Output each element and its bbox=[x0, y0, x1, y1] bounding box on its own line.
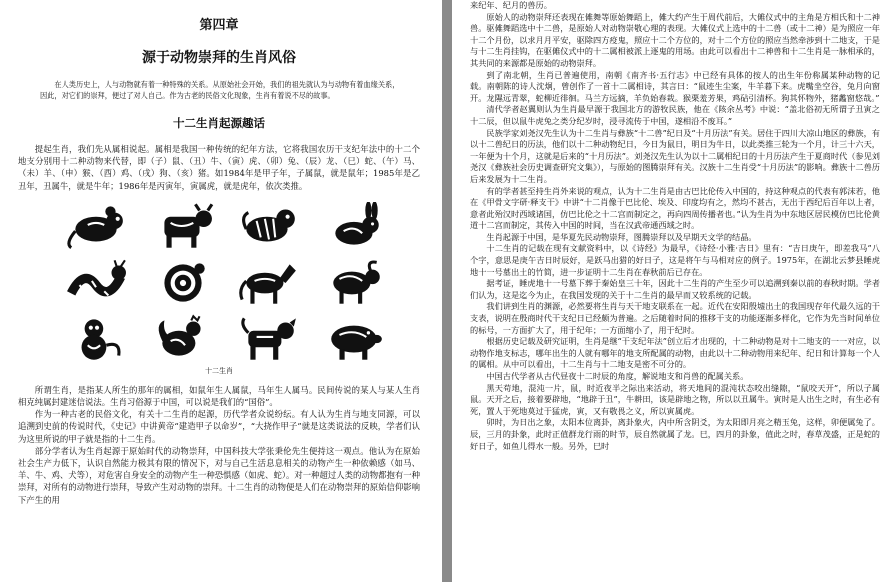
horse-icon bbox=[231, 258, 308, 306]
monkey-icon bbox=[58, 314, 135, 362]
chapter-title: 源于动物崇拜的生肖风俗 bbox=[142, 50, 296, 66]
paragraph-zodiac-definition: 所谓生肖，是指某人所生的那年的属相，如鼠年生人属鼠，马年生人属马。民间传说的某人与某人生肖相克纯属封建迷信说法。生肖习俗源于中国，可以说是我们的“国俗”。 bbox=[18, 384, 420, 408]
snake-icon bbox=[145, 258, 222, 306]
rat-icon bbox=[58, 202, 135, 250]
paragraph-rat-ox-tiger: 黑天苟地，混沌一片，鼠，时近夜半之际出来活动，将天地间的混沌状态咬出缝隙，“鼠咬天开”，所以子属鼠。天开之后，接着要辟地，“地辟于丑”，牛耕田，该是辟地之物，所以以丑属牛。寅时是人出生之时，有生必有死，置人于死地莫过于猛虎，寅，又有敬畏之义，所以寅属虎。 bbox=[470, 382, 880, 416]
paragraph-historical-records: 根据历史记载及研究证明，生肖是继“干支纪年法”创立后才出现的，十二种动物是对十二地支的一一对应，以动物作地支标志，哪年出生的人就有哪年的地支所配属的动物，由此以十二种动物用来纪年、纪日和计算每一个人的属相。从中可以看出，十二生肖与十二地支是密不可分的。 bbox=[470, 336, 880, 370]
paragraph-yi-calendar: 民族学家刘尧汉先生认为十二生肖与彝族“十二兽”纪日及“十月历法”有关。居住于四川大凉山地区的彝族，有以十二兽纪日的历法，他们以十二种动物纪日，今日为鼠日，明日为牛日，以此类推三轮为一个月，计三十六天，一年便为十个月，这就是后来的“十月历法”。刘尧汉先生认为以十二属相纪日的十月历法产生于夏商时代（参见刘尧汉《彝族社会历史调查研究文集》），与原始的图腾崇拜有关。汉族十二生肖受“十月历法”的影响。彝族十二兽历后来发展为十二生肖。 bbox=[470, 127, 880, 184]
paragraph-southern-northern-dynasties: 到了南北朝，生肖已普遍使用，南朝《南齐书·五行志》中已经有具体的按人的出生年份称属某种动物的记载。南朝陈的诗人沈炯，曾创作了一首十二属相诗，其言曰：“鼠迹生尘案，牛羊暮下来。虎嘴坐空谷，兔月向窗开。龙隰远青翠，蛇柳近徘徊。马兰方远摘，羊负始春栽。猴栗羞芳果，鸡砧引清杯。狗其怀物外，猪蠡窗悠哉。” bbox=[470, 69, 880, 103]
paragraph-zhao-yi: 清代学者赵翼则认为生肖最早源于我国北方的游牧民族，他在《陔余丛考》中说：“盖北俗初无所谓子丑寅之十二辰，但以鼠牛虎兔之类分纪岁时，浸寻流传于中国，遂相沿不废耳。” bbox=[470, 104, 880, 126]
rooster-icon bbox=[145, 314, 222, 362]
paragraph-rabbit-dragon-snake: 卯时，为日出之象，太阳本位离卦，离卦象火，内中所含阴爻，为太阳即月亮之精玉兔，这样，卯便属兔了。辰，三月的卦象，此时正值群龙行雨的时节，辰自然就属了龙。巳，四月的卦象，值此之时，春草茂盛，正是蛇的好日子，如鱼儿得水一般。另外，巳时 bbox=[470, 417, 880, 451]
section-title: 十二生肖起源趣话 bbox=[173, 116, 265, 130]
zodiac-figure bbox=[58, 202, 394, 362]
figure-caption: 十二生肖 bbox=[205, 366, 233, 375]
page-gutter bbox=[442, 0, 452, 582]
goat-icon bbox=[318, 258, 395, 306]
ox-icon bbox=[145, 202, 222, 250]
left-page bbox=[0, 0, 442, 582]
chapter-intro: 在人类历史上，人与动物就有着一种特殊的关系。从原始社会开始，我们的祖先就认为与动物有着血缘关系，因此，对它们的崇拜，便过了对人自己。作为古老的民俗文化现象，生肖有着说不尽的故事。 bbox=[40, 80, 400, 100]
paragraph-twelve-hours: 中国古代学者从古代昼夜十二时辰的角度，解说地支和肖兽的配属关系。 bbox=[486, 371, 749, 381]
tiger-icon bbox=[231, 202, 308, 250]
paragraph-chinese-origin: 生肖起源于中国，是华夏先民动物崇拜，图腾崇拜以及早期天文学的结晶。 bbox=[486, 231, 757, 242]
paragraph-origin-theories: 作为一种古老的民俗文化，有关十二生肖的起源，历代学者众说纷纭。有人认为生肖与地支同源，可以追溯到史前的传说时代，《史记》中讲黄帝“建造甲子以命岁”，“大挠作甲子”就是这类说法的反映，学者们认为这里所说的甲子就是指的十二生肖。 bbox=[18, 409, 420, 444]
paragraph-stems-branches: 我们讲到生肖的渊源，必然要将生肖与天干地支联系在一起。近代在安阳殷墟出土的我国现存年代最久远的干支表，说明在殷商时代干支纪日已经颇为普遍。之后随着时间的推移干支的功能逐渐多样化，它作为先当时间单位的标号，一方面扩大了，用于纪年；一方面缩小了，用于纪时。 bbox=[470, 301, 880, 335]
pig-icon bbox=[318, 314, 395, 362]
paragraph-zodiac-intro: 提起生肖，我们先从属相说起。属相是我国一种传统的纪年方法，它将我国农历干支纪年法中的十二个地支分别用十二种动物来代替，即（子）鼠、（丑）牛、（寅）虎、（卯）兔、（辰）龙、（巳）蛇、（午）马、（未）羊、（申）猴、（酉）鸡、（戌）狗、（亥）猪。如1984年是甲子年，子属鼠，就是鼠年；1985年是乙丑年，丑属牛，就是牛年；1986年是丙寅年，寅属虎，就是虎年，依次类推。 bbox=[18, 144, 420, 191]
rabbit-icon bbox=[318, 202, 395, 250]
dog-icon bbox=[231, 314, 308, 362]
paragraph-animal-worship: 部分学者认为生肖起源于原始时代的动物崇拜，中国科技大学张秉伦先生便持这一观点。他认为在原始社会生产力低下，认识自然能力极其有限的情况下，对与自己生活息息相关的动物产生一种依赖感（如马、羊、牛、鸡、犬等），对危害自身安全的动物产生一种恐惧感（如虎、蛇）。对一种超过人类的动物都抱有一种崇拜，对所有的动物进行崇拜，导致产生对动物的崇拜。十二生肖的动物便是人们在动物崇拜的原始信仰影响下产生的用 bbox=[18, 445, 420, 505]
paragraph-shuihudi: 据考证，睡虎地十一号墓下葬于秦始皇三十年，因此十二生肖的产生至少可以追溯到秦以前的春秋时期。学者们认为，这是迄今为止，在我国发现的关于十二生肖的最早而又较系统的记载。 bbox=[470, 278, 880, 300]
chapter-number: 第四章 bbox=[199, 18, 239, 33]
paragraph-nuo-dance: 原始人的动物崇拜还表现在傩舞等原始舞蹈上，傩大约产生于周代前后，大傩仪式中的主角是方相氏和十二神兽。驱傩舞蹈选中十二兽，是原始人对动物崇敬心理的表现。大傩仪式上选中的十二兽（或十二神）是为照应一年十二个月份，以求月月平安，驱除四方疫鬼，照应十二个方位的，对十二个方位的照应当然牵涉到十二地支，于是与十二生肖挂钩，在驱傩仪式中的十二属相被派上逐鬼的用场。由此可以看出十二神兽和十二生肖是一脉相承的，其共同的来源都是原始的动物崇拜。 bbox=[470, 11, 880, 68]
paragraph-foreign-origin: 有的学者甚至持生肖外来说的观点，认为十二生肖是由古巴比伦传入中国的，持这种观点的代表有郭沫若，他在《甲骨文字研·释支干》中讲“十二肖像于巴比伦、埃及、印度均有之，然均不甚古，无出于西纪后百年以上者，意者此殆汉时西域诸国，仿巴比伦之十二宫而制定之，再向四周传播者也。”认为生肖为中东地区居民模仿巴比伦黄道十二宫而制定，其传入中国的时间，当在汉武帝通西域之时。 bbox=[470, 185, 880, 231]
right-page bbox=[452, 0, 894, 582]
paragraph-continued: 来纪年、纪月的兽历。 bbox=[470, 0, 552, 10]
dragon-icon bbox=[58, 258, 135, 306]
paragraph-book-of-songs: 十二生肖的记载在现有文献资料中，以《诗经》为最早，《诗经·小雅·吉日》里有：“吉日庚午，即差我马”八个字，意思是庚午吉日时辰好，是跃马出猎的好日子，这是将午与马相对应的例子。1975年，在湖北云梦县睡虎地十一号墓出土的竹简，进一步证明十二生肖在春秋前后已存在。 bbox=[470, 243, 880, 277]
